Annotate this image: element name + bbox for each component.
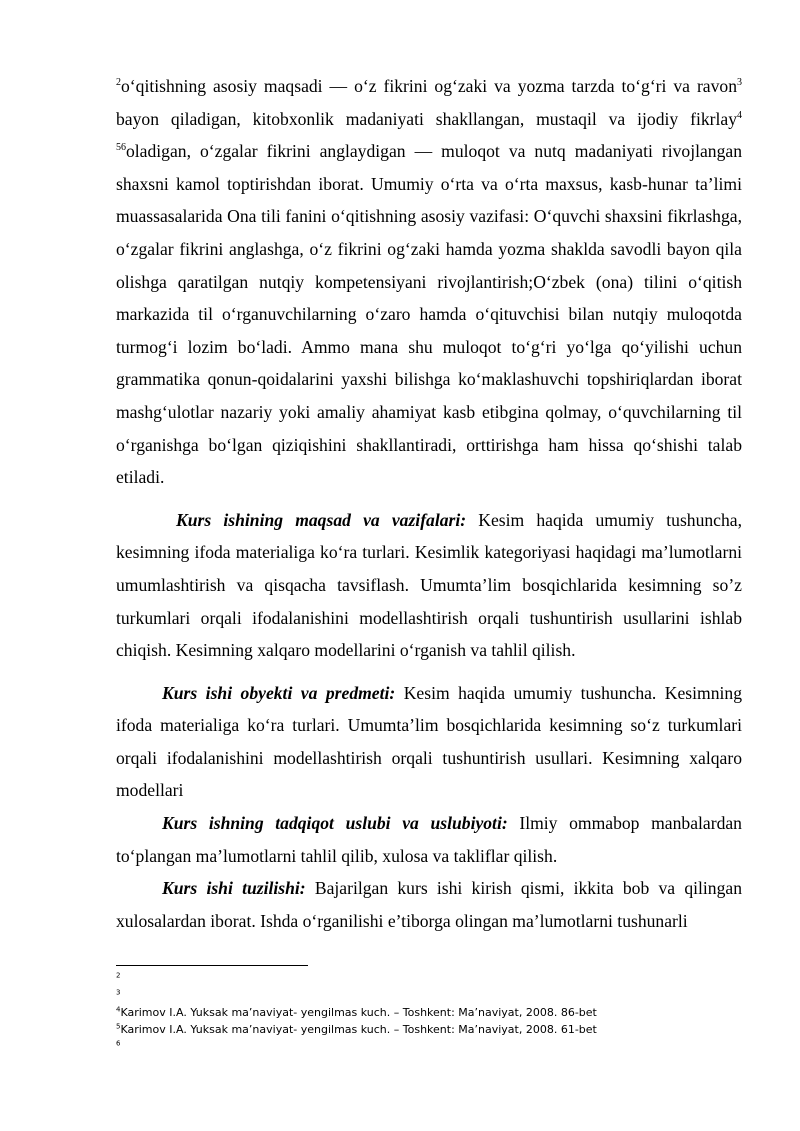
paragraph-text: Ilmiy ommabop manbalardan to‘plangan ma’lumotlarni tahlil qilib, xulosa va takliflar qilish. — [116, 813, 742, 866]
footnote-ref[interactable]: 4 — [737, 109, 742, 121]
footnote-mark: 2 — [116, 971, 121, 980]
footnote-text: Karimov I.A. Yuksak ma’naviyat- yengilmas kuch. – Toshkent: Ma’naviyat, 2008. 86-bet — [120, 1006, 597, 1019]
paragraph-text: Bajarilgan kurs ishi kirish qismi, ikkita bob va qilingan xulosalardan iborat. Ishda o‘rganilishi e’tiborga olingan ma’lumotlarni tushunarli — [116, 878, 742, 931]
footnote-item — [116, 1038, 742, 1055]
section-heading: Kurs ishi obyekti va predmeti: — [162, 682, 396, 703]
footnote-mark: 5 — [116, 1022, 121, 1031]
section-heading: Kurs ishining maqsad va vazifalari: — [176, 509, 467, 530]
paragraph-text: o‘qitishning asosiy maqsadi — o‘z fikrini og‘zaki va yozma tarzda to‘g‘ri va ravon — [121, 76, 737, 96]
footnotes — [116, 970, 742, 1055]
footnote-ref[interactable]: 2 — [116, 77, 121, 89]
paragraph-method — [116, 807, 742, 872]
footnote-text: Karimov I.A. Yuksak ma’naviyat- yengilmas kuch. – Toshkent: Ma’naviyat, 2008. 61-bet — [120, 1023, 597, 1036]
section-heading: Kurs ishi tuzilishi: — [162, 878, 306, 899]
footnote-ref[interactable]: 56 — [116, 142, 126, 154]
footnote-mark: 4 — [116, 1005, 121, 1014]
body-text — [116, 70, 742, 937]
paragraph-text: oladigan, o‘zgalar fikrini anglaydigan — muloqot va nutq madaniyati rivojlangan shaxsni kamol toptirishdan iborat. Umumiy o‘rta va o‘rta maxsus, kasb-hunar ta’limi muassasalarida Ona tili fanini o‘qitishning asosiy vazifasi: O‘quvchi shaxsini fikrlashga, o‘zgalar fikrini anglashga, o‘z fikrini og‘zaki hamda yozma shaklda savodli bayon qila olishga qaratilgan nutqiy kompetensiyani rivojlantirish;O‘zbek (ona) tilini o‘qitish markazida til o‘rganuvchilarning o‘zaro hamda o‘qituvchisi bilan nutqiy muloqotda turmog‘i lozim bo‘ladi. Ammo mana shu muloqot to‘g‘ri yo‘lga qo‘yilishi uchun grammatika qonun-qoidalarini yaxshi bilishga ko‘maklashuvchi topshiriqlardan iborat mashg‘ulotlar nazariy yoki amaliy ahamiyat kasb etibgina qolmay, o‘quvchilarning til o‘rganishga bo‘lgan qiziqishini shakllantiradi, orttirishga ham hissa qo‘shishi talab etiladi. — [116, 141, 742, 488]
paragraph-structure — [116, 872, 742, 937]
footnote-item — [116, 1021, 742, 1038]
footnote-mark: 6 — [116, 1039, 121, 1048]
paragraph-goals-intro — [116, 70, 742, 494]
footnote-item — [116, 1004, 742, 1021]
footnote-ref[interactable]: 3 — [737, 77, 742, 89]
section-heading: Kurs ishning tadqiqot uslubi va uslubiyoti: — [162, 813, 508, 834]
footnote-item — [116, 987, 742, 1004]
paragraph-text: bayon qiladigan, kitobxonlik madaniyati shakllangan, mustaqil va ijodiy fikrlay — [116, 108, 737, 129]
footnote-item — [116, 970, 742, 987]
footnote-mark: 3 — [116, 988, 121, 997]
paragraph-aims — [116, 504, 742, 667]
paragraph-text: Kesim haqida umumiy tushuncha. Kesimning ifoda materialiga ko‘ra turlari. Umumta’lim bosqichlarida kesimning so‘z turkumlari orqali ifodalanishini modellashtirish orqali tushuntirish usullari. Kesimning xalqaro modellari — [116, 682, 743, 801]
paragraph-object — [116, 677, 742, 807]
paragraph-text: Kesim haqida umumiy tushuncha, kesimning ifoda materialiga ko‘ra turlari. Kesimlik kategoriyasi haqidagi ma’lumotlarni umumlashtirish va qisqacha tavsiflash. Umumta’lim bosqichlarida kesimning so’z turkumlari orqali ifodalanishini modellashtirish orqali tushuntirish usullarini ishlab chiqish. Kesimning xalqaro modellarini o‘rganish va tahlil qilish. — [116, 509, 742, 661]
footnote-separator — [116, 965, 308, 966]
